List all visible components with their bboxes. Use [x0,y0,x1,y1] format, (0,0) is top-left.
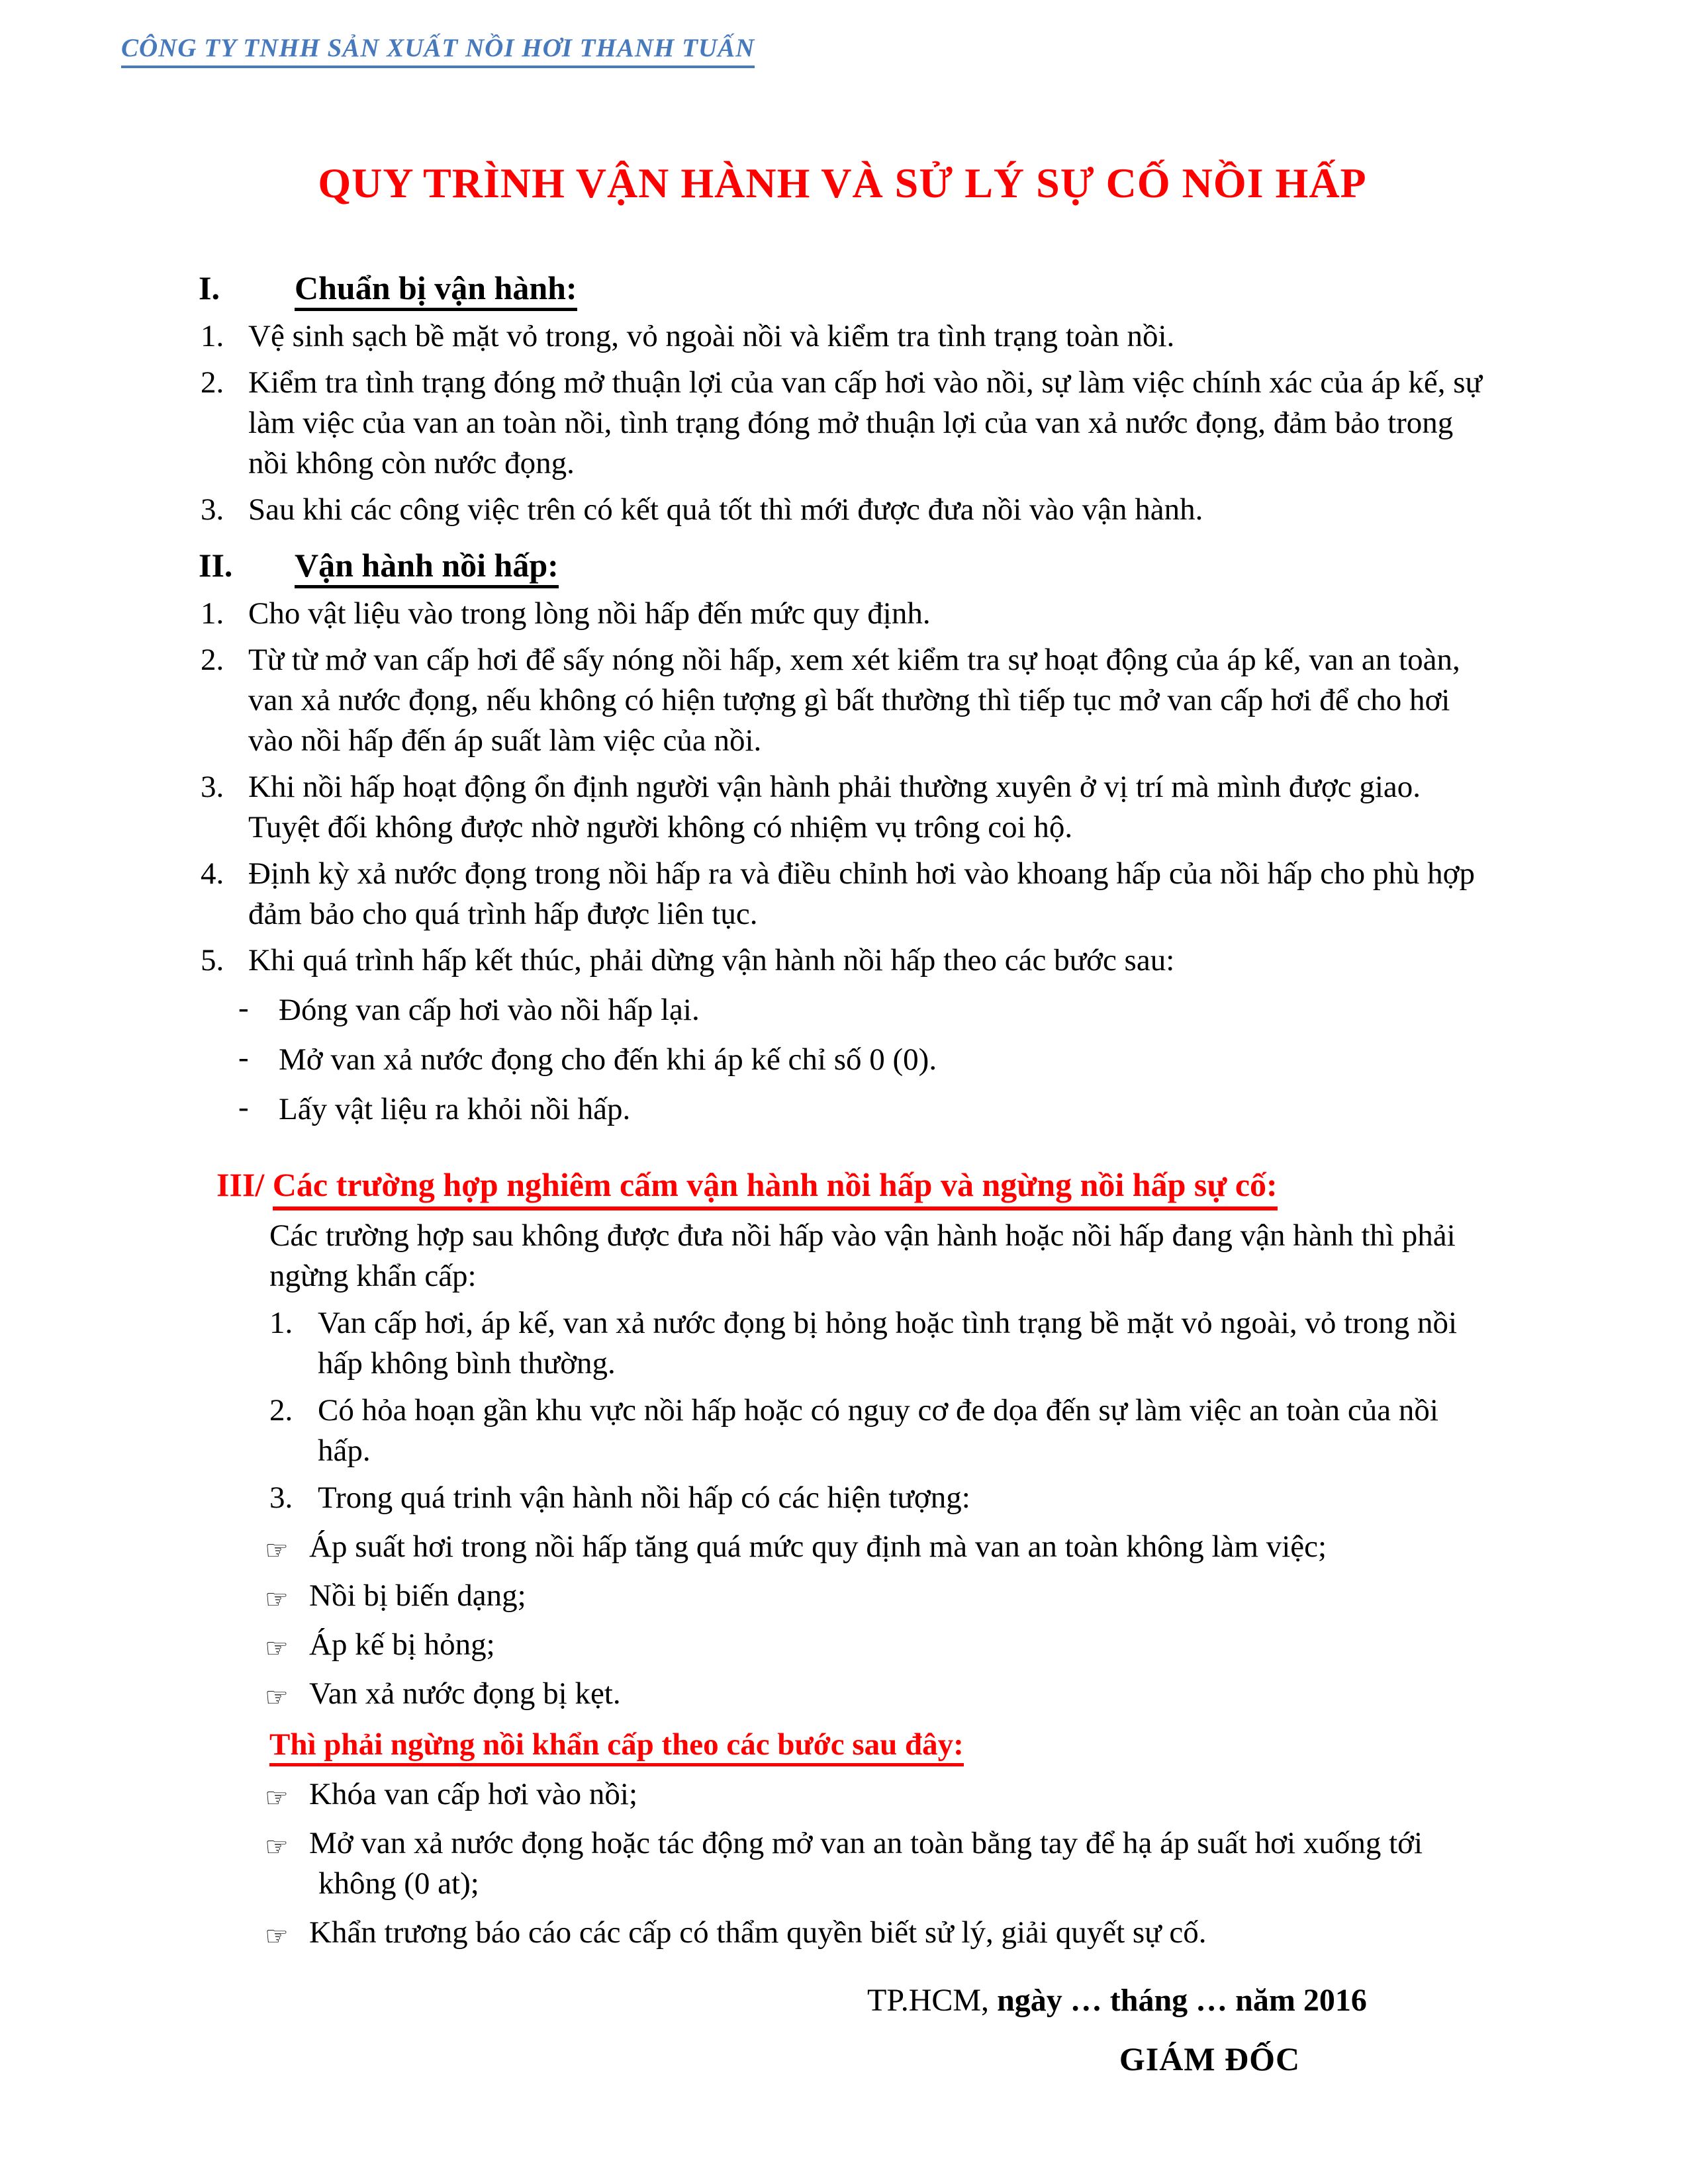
list-item-text: Cho vật liệu vào trong lòng nồi hấp đến mức quy định. [248,596,931,631]
list-item-text: Khi nồi hấp hoạt động ổn định người vận hành phải thường xuyên ở vị trí mà mình được giao. Tuyệt đối không được nhờ người không có nhiệm vụ trông coi hộ. [248,770,1421,844]
list-marker: 3. [201,492,224,527]
section-3-number: III/ [216,1166,265,1203]
list-item [199,940,1486,981]
pointing-hand-icon: ☞ [265,1633,289,1664]
list-item [199,316,1486,357]
list-item [199,1478,1486,1518]
list-item [199,767,1486,848]
signature-block [867,1981,1427,2079]
date-place: TP.HCM, [867,1983,990,2018]
emergency-stop-heading-text: Thì phải ngừng nồi khẩn cấp theo các bước sau đây: [269,1727,964,1766]
section-3-heading-text: Các trường hợp nghiêm cấm vận hành nồi hấp và ngừng nồi hấp sự cố: [273,1166,1278,1210]
pointing-hand-icon: ☞ [265,1921,289,1952]
list-marker: 2. [269,1393,293,1428]
company-name-text: CÔNG TY TNHH SẢN XUẤT NỒI HƠI THANH TUẤN [121,34,755,68]
list-item [199,1674,1486,1714]
list-item-text: Vệ sinh sạch bề mặt vỏ trong, vỏ ngoài nồi và kiểm tra tình trạng toàn nồi. [248,319,1175,353]
list-item [199,1774,1486,1815]
list-item-text: Khi quá trình hấp kết thúc, phải dừng vận hành nồi hấp theo các bước sau: [248,943,1175,978]
list-item-text: Mở van xả nước đọng hoặc tác động mở van an toàn bằng tay để hạ áp suất hơi xuống tới không (0 at); [309,1826,1423,1901]
list-item-text: Kiểm tra tình trạng đóng mở thuận lợi của van cấp hơi vào nồi, sự làm việc chính xác của áp kế, sự làm việc của van an toàn nồi, tình trạng đóng mở thuận lợi của van xả nước đọng, đảm bảo trong nồi không còn nước đọng. [248,365,1482,480]
document-body [199,158,1486,2079]
list-item-text: Sau khi các công việc trên có kết quả tốt thì mới được đưa nồi vào vận hành. [248,492,1203,527]
list-marker: 3. [201,770,224,804]
list-marker: 1. [269,1306,293,1340]
list-marker: 3. [269,1480,293,1515]
list-item-text: Van xả nước đọng bị kẹt. [309,1676,621,1711]
list-item-text: Định kỳ xả nước đọng trong nồi hấp ra và điều chỉnh hơi vào khoang hấp của nồi hấp cho phù hợp đảm bảo cho quá trình hấp được liên tục. [248,856,1475,931]
list-item [199,1527,1486,1567]
list-item-text: Nồi bị biến dạng; [309,1578,526,1613]
list-item [199,1576,1486,1616]
list-item-text: Từ từ mở van cấp hơi để sấy nóng nồi hấp, xem xét kiểm tra sự hoạt động của áp kế, van an toàn, van xả nước đọng, nếu không có hiện tượng gì bất thường thì tiếp tục mở van cấp hơi để cho hơi vào nồi hấp đến áp suất làm việc của nồi. [248,643,1460,758]
list-item [199,640,1486,761]
list-item [199,1303,1486,1384]
company-name [121,33,755,63]
section-3-heading [199,1164,1486,1205]
section-2-heading [199,545,1486,586]
list-item [199,1913,1486,1953]
list-item [199,594,1486,634]
list-item-text: Trong quá trinh vận hành nồi hấp có các hiện tượng: [318,1480,970,1515]
list-item-text: Khẩn trương báo cáo các cấp có thẩm quyền biết sử lý, giải quyết sự cố. [309,1915,1207,1950]
section-1-heading [199,267,1486,308]
emergency-stop-heading [199,1725,1486,1765]
date-text: ngày … tháng … năm 2016 [997,1983,1367,2018]
list-item-text: Mở van xả nước đọng cho đến khi áp kế chỉ số 0 (0). [279,1042,937,1077]
list-item [199,1390,1486,1471]
list-item [199,854,1486,934]
list-item [199,1625,1486,1665]
list-item [199,990,1486,1030]
pointing-hand-icon: ☞ [265,1832,289,1862]
list-item-text: Khóa van cấp hơi vào nồi; [309,1777,638,1811]
list-marker: 2. [201,643,224,677]
pointing-hand-icon: ☞ [265,1783,289,1813]
section-1-number: I. [199,269,220,306]
date-line [867,1981,1427,2021]
section-1-heading-text: Chuẩn bị vận hành: [295,269,577,311]
pointing-hand-icon: ☞ [265,1584,289,1615]
list-item-text: Lấy vật liệu ra khỏi nồi hấp. [279,1092,631,1126]
list-item [199,363,1486,484]
list-item-text: Van cấp hơi, áp kế, van xả nước đọng bị hỏng hoặc tình trạng bề mặt vỏ ngoài, vỏ trong nồi hấp không bình thường. [318,1306,1458,1381]
list-item [199,1089,1486,1130]
document-title: QUY TRÌNH VẬN HÀNH VÀ SỬ LÝ SỰ CỐ NỒI HẤP [318,159,1367,206]
list-item-text: Áp suất hơi trong nồi hấp tăng quá mức quy định mà van an toàn không làm việc; [309,1529,1327,1564]
list-item [199,1040,1486,1080]
list-item-text: Đóng van cấp hơi vào nồi hấp lại. [279,993,700,1027]
section-2-heading-text: Vận hành nồi hấp: [295,547,559,588]
list-item-text: Có hỏa hoạn gần khu vực nồi hấp hoặc có nguy cơ đe dọa đến sự làm việc an toàn của nồi hấp. [318,1393,1438,1468]
section-3-intro: Các trường hợp sau không được đưa nồi hấp vào vận hành hoặc nồi hấp đang vận hành thì phải ngừng khẩn cấp: [269,1218,1456,1293]
list-item [199,1823,1486,1904]
pointing-hand-icon: ☞ [265,1682,289,1713]
dash-marker: - [238,1040,249,1075]
list-marker: 1. [201,596,224,631]
list-marker: 5. [201,943,224,978]
list-item-text: Áp kế bị hỏng; [309,1627,495,1662]
signer-title: GIÁM ĐỐC [1119,2040,1301,2077]
section-2-number: II. [199,547,233,584]
list-marker: 4. [201,856,224,891]
list-item [199,490,1486,530]
list-marker: 2. [201,365,224,400]
dash-marker: - [238,1090,249,1124]
dash-marker: - [238,991,249,1025]
pointing-hand-icon: ☞ [265,1535,289,1566]
list-marker: 1. [201,319,224,353]
